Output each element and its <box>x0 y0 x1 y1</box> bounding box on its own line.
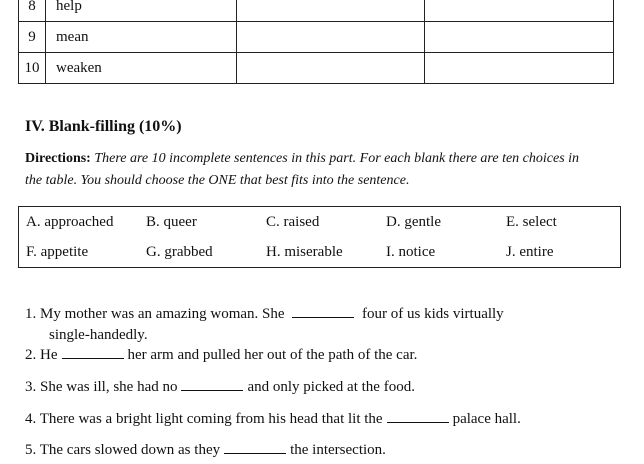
choices-table <box>18 206 621 268</box>
sentence-text: 5. The cars slowed down as they <box>25 442 221 458</box>
sentence-text: her arm and pulled her out of the path of the car. <box>127 347 418 363</box>
choice-option: B. queer <box>146 213 197 230</box>
answer-cell <box>237 22 425 53</box>
sentence-4 <box>25 410 521 428</box>
answer-cell <box>237 53 425 84</box>
answer-cell <box>237 0 425 22</box>
row-word: weaken <box>46 53 237 84</box>
answer-blank[interactable] <box>224 441 286 454</box>
sentence-text: 1. My mother was an amazing woman. She <box>25 306 285 322</box>
row-word: mean <box>46 22 237 53</box>
answer-blank[interactable] <box>62 346 124 359</box>
choice-option: A. approached <box>26 213 114 230</box>
table-row <box>19 53 614 84</box>
sentence-text: 3. She was ill, she had no <box>25 379 178 395</box>
vocabulary-table <box>18 0 614 84</box>
sentence-2 <box>25 346 417 364</box>
answer-cell <box>425 0 614 22</box>
sentence-5 <box>25 441 386 459</box>
sentence-text: 4. There was a bright light coming from his head that lit the <box>25 411 383 427</box>
answer-cell <box>425 53 614 84</box>
choice-option: D. gentle <box>386 213 441 230</box>
table-row <box>19 0 614 22</box>
sentence-1 <box>25 304 578 346</box>
choice-option: I. notice <box>386 243 436 260</box>
choice-option: E. select <box>506 213 557 230</box>
table-row <box>19 207 621 238</box>
answer-blank[interactable] <box>387 410 449 423</box>
choice-option: H. miserable <box>266 243 343 260</box>
sentence-3 <box>25 378 415 396</box>
sentence-text: palace hall. <box>452 411 521 427</box>
sentence-text: the intersection. <box>290 442 386 458</box>
choice-option: J. entire <box>506 243 554 260</box>
sentence-text: four of us kids virtually <box>362 306 504 322</box>
table-row <box>19 22 614 53</box>
choice-option: G. grabbed <box>146 243 213 260</box>
directions <box>25 148 590 192</box>
row-word: help <box>46 0 237 22</box>
section-title: IV. Blank-filling (10%) <box>25 118 182 135</box>
sentence-text: and only picked at the food. <box>247 379 415 395</box>
table-row <box>19 237 621 268</box>
answer-blank[interactable] <box>181 378 243 391</box>
directions-text: There are 10 incomplete sentences in this part. For each blank there are ten choices in the table. You should choose the ONE that best fits into the sentence. <box>25 151 580 188</box>
row-number: 8 <box>19 0 46 22</box>
answer-blank[interactable] <box>292 305 354 318</box>
answer-cell <box>425 22 614 53</box>
directions-label: Directions: <box>25 151 91 166</box>
choice-option: C. raised <box>266 213 320 230</box>
choice-option: F. appetite <box>26 243 89 260</box>
row-number: 9 <box>19 22 46 53</box>
sentence-text: single-handedly. <box>49 327 148 343</box>
row-number: 10 <box>19 53 46 84</box>
sentence-text: 2. He <box>25 347 58 363</box>
